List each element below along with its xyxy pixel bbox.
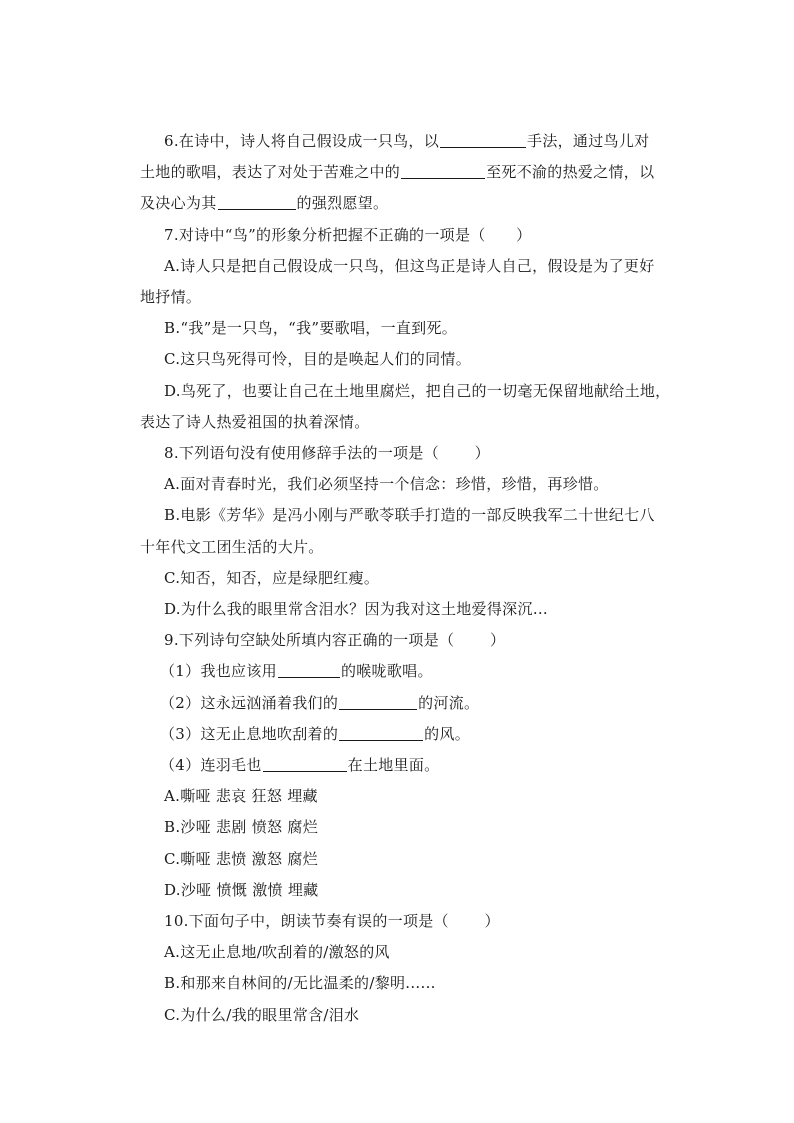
option-text: A.诗人只是把自己假设成一只鸟，但这鸟正是诗人自己，假设是为了更好 <box>164 256 655 275</box>
q6-blank-3 <box>218 191 296 210</box>
question-8-stem: 8.下列语句没有使用修辞手法的一项是（ ） <box>164 444 490 463</box>
line-text: 的风。 <box>424 724 471 743</box>
line-text: 在土地里面。 <box>347 756 440 775</box>
q6-blank-1 <box>440 129 526 148</box>
question-9-option-b: B.沙哑 悲剧 愤怒 腐烂 <box>164 818 318 837</box>
question-9-option-c: C.嘶哑 悲愤 激怒 腐烂 <box>164 849 318 868</box>
question-8-option-a: A.面对青春时光，我们必须坚持一个信念：珍惜，珍惜，再珍惜。 <box>164 475 609 494</box>
question-10-option-a: A.这无止息地/吹刮着的/激怒的风 <box>164 943 390 962</box>
q6-text: 6.在诗中，诗人将自己假设成一只鸟，以 <box>164 132 440 150</box>
question-9-stem: 9.下列诗句空缺处所填内容正确的一项是（ ） <box>164 631 506 650</box>
question-9-option-a: A.嘶哑 悲哀 狂怒 埋藏 <box>164 787 318 806</box>
line-text: （2）这永远汹涌着我们的 <box>160 693 339 712</box>
q6-text: 手法，通过鸟儿对 <box>527 132 650 150</box>
q6-text: 土地的歌唱，表达了对处于苦难之中的 <box>140 163 401 182</box>
option-text: 十年代文工团生活的大片。 <box>140 537 324 556</box>
q6-text: 的强烈愿望。 <box>296 194 389 213</box>
question-7-option-d <box>140 376 680 438</box>
question-7-option-b: B.“我”是一只鸟，“我”要歌唱，一直到死。 <box>164 319 458 338</box>
option-text: 地抒情。 <box>140 288 202 307</box>
line-text: （3）这无止息地吹刮着的 <box>160 724 339 743</box>
q9-blank-1 <box>278 659 340 678</box>
question-7-option-a <box>140 251 680 313</box>
q9-blank-4 <box>263 753 347 772</box>
option-text: D.鸟死了，也要让自己在土地里腐烂，把自己的一切毫无保留地献给土地， <box>164 381 671 400</box>
question-10-option-c: C.为什么/我的眼里常含/泪水 <box>164 1005 360 1024</box>
question-7-option-c: C.这只鸟死得可怜，目的是唤起人们的同情。 <box>164 350 472 369</box>
question-10-option-b: B.和那来自林间的/无比温柔的/黎明...... <box>164 974 436 993</box>
question-7-stem: 7.对诗中“鸟”的形象分析把握不正确的一项是（ ） <box>164 225 532 244</box>
question-8-option-c: C.知否，知否，应是绿肥红瘦。 <box>164 568 380 587</box>
q6-text: 及决心为其 <box>140 194 217 213</box>
q6-blank-2 <box>401 160 485 179</box>
option-text: 表达了诗人热爱祖国的执着深情。 <box>140 412 370 431</box>
line-text: （1）我也应该用 <box>160 662 277 681</box>
question-8-option-d: D.为什么我的眼里常含泪水？因为我对这土地爱得深沉… <box>164 600 549 619</box>
option-text: B.电影《芳华》是冯小刚与严歌苓联手打造的一部反映我军二十世纪七八 <box>164 506 655 525</box>
q6-text: 至死不渝的热爱之情，以 <box>486 163 655 182</box>
question-8-option-b <box>140 500 680 562</box>
line-text: （4）连羽毛也 <box>160 756 262 775</box>
question-6 <box>140 126 680 220</box>
line-text: 的喉咙歌唱。 <box>340 662 433 681</box>
question-9-line-1 <box>140 656 680 687</box>
q9-blank-3 <box>339 722 423 741</box>
question-list <box>140 126 680 1031</box>
line-text: 的河流。 <box>418 693 480 712</box>
question-9-line-4 <box>140 750 680 781</box>
q9-blank-2 <box>339 691 417 710</box>
question-9-line-2 <box>140 688 680 719</box>
question-9-line-3 <box>140 719 680 750</box>
question-10-stem: 10.下面句子中，朗读节奏有误的一项是（ ） <box>164 912 500 931</box>
question-9-option-d: D.沙哑 愤慨 激愤 埋藏 <box>164 880 319 899</box>
